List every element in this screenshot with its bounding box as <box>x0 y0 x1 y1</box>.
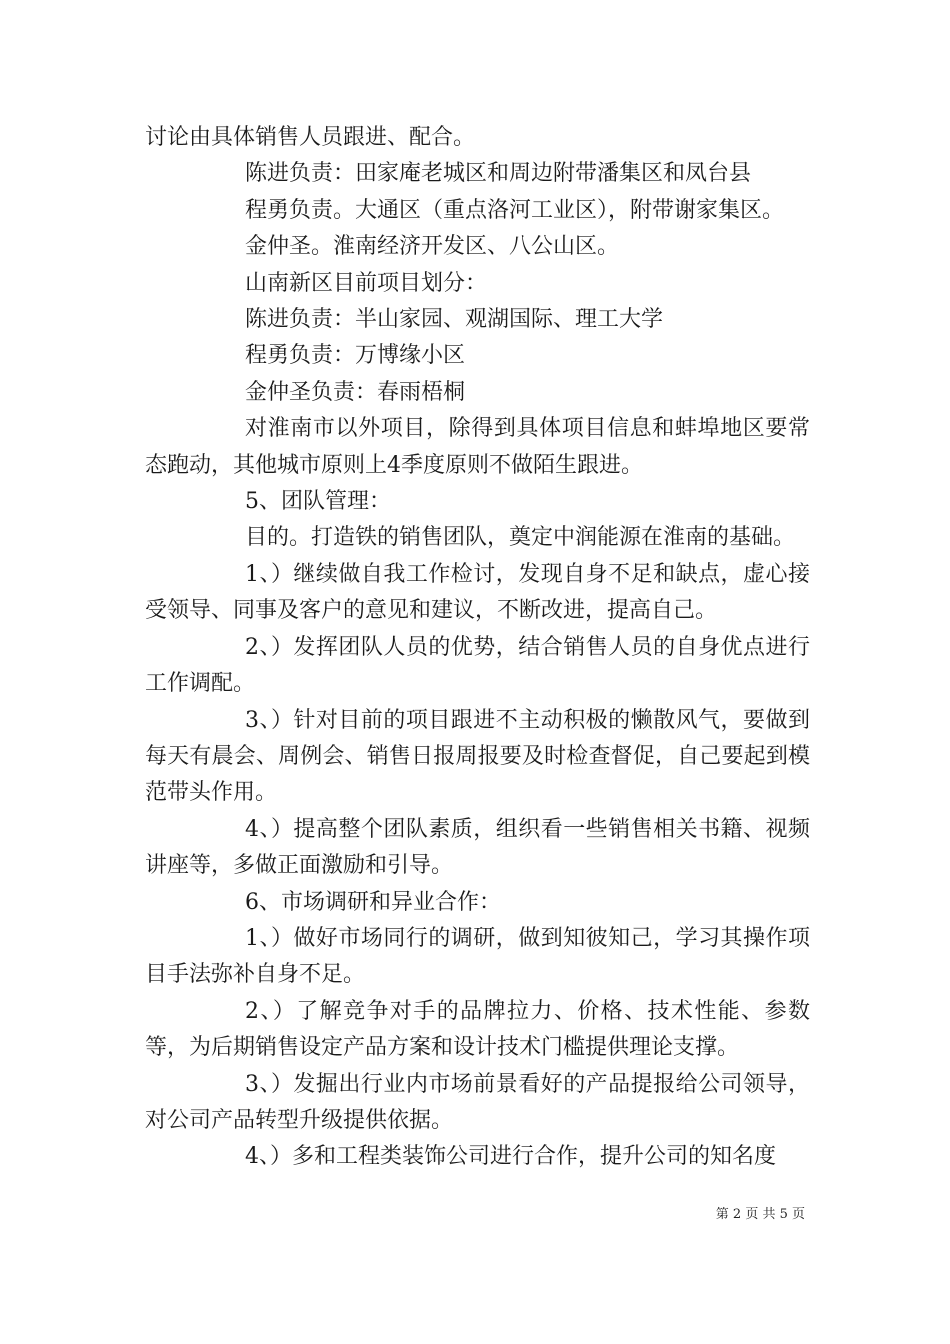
list-item: 4、）提高整个团队素质，组织看一些销售相关书籍、视频讲座等，多做正面激励和引导。 <box>145 816 810 879</box>
paragraph: 陈进负责：田家庵老城区和周边附带潘集区和凤台县 <box>245 161 752 187</box>
paragraph: 金仲圣。淮南经济开发区、八公山区。 <box>245 234 620 260</box>
paragraph: 对淮南市以外项目，除得到具体项目信息和蚌埠地区要常态跑动，其他城市原则上4季度原则不做陌生跟进。 <box>145 416 810 478</box>
list-item: 3、）针对目前的项目跟进不主动积极的懒散风气，要做到每天有晨会、周例会、销售日报周报要及时检查督促，自己要起到模范带头作用。 <box>145 707 810 806</box>
list-item: 2、）发挥团队人员的优势，结合销售人员的自身优点进行工作调配。 <box>145 634 810 697</box>
page-number: 第 2 页 共 5 页 <box>715 1207 805 1222</box>
paragraph: 山南新区目前项目划分： <box>245 270 488 296</box>
list-item: 3、）发掘出行业内市场前景看好的产品提报给公司领导，对公司产品转型升级提供依据。 <box>145 1071 810 1133</box>
document-body <box>145 120 810 1176</box>
list-item: 2、）了解竞争对手的品牌拉力、价格、技术性能、参数等，为后期销售设定产品方案和设计技术门槛提供理论支撑。 <box>145 998 810 1061</box>
list-item: 1、）做好市场同行的调研，做到知彼知己，学习其操作项目手法弥补自身不足。 <box>145 925 810 988</box>
paragraph: 陈进负责：半山家园、观湖国际、理工大学 <box>245 307 664 333</box>
paragraph: 讨论由具体销售人员跟进、配合。 <box>145 125 476 150</box>
paragraph: 目的。打造铁的销售团队，奠定中润能源在淮南的基础。 <box>245 525 796 551</box>
paragraph: 金仲圣负责：春雨梧桐 <box>245 379 466 405</box>
list-item: 4、）多和工程类装饰公司进行合作，提升公司的知名度 <box>245 1144 776 1170</box>
paragraph: 程勇负责：万博缘小区 <box>245 343 466 369</box>
section-heading: 6、市场调研和异业合作： <box>245 889 501 915</box>
list-item: 1、）继续做自我工作检讨，发现自身不足和缺点，虚心接受领导、同事及客户的意见和建议，不断改进，提高自己。 <box>145 561 810 624</box>
section-heading: 5、团队管理： <box>245 489 391 515</box>
paragraph: 程勇负责。大通区（重点洛河工业区），附带谢家集区。 <box>245 197 785 223</box>
